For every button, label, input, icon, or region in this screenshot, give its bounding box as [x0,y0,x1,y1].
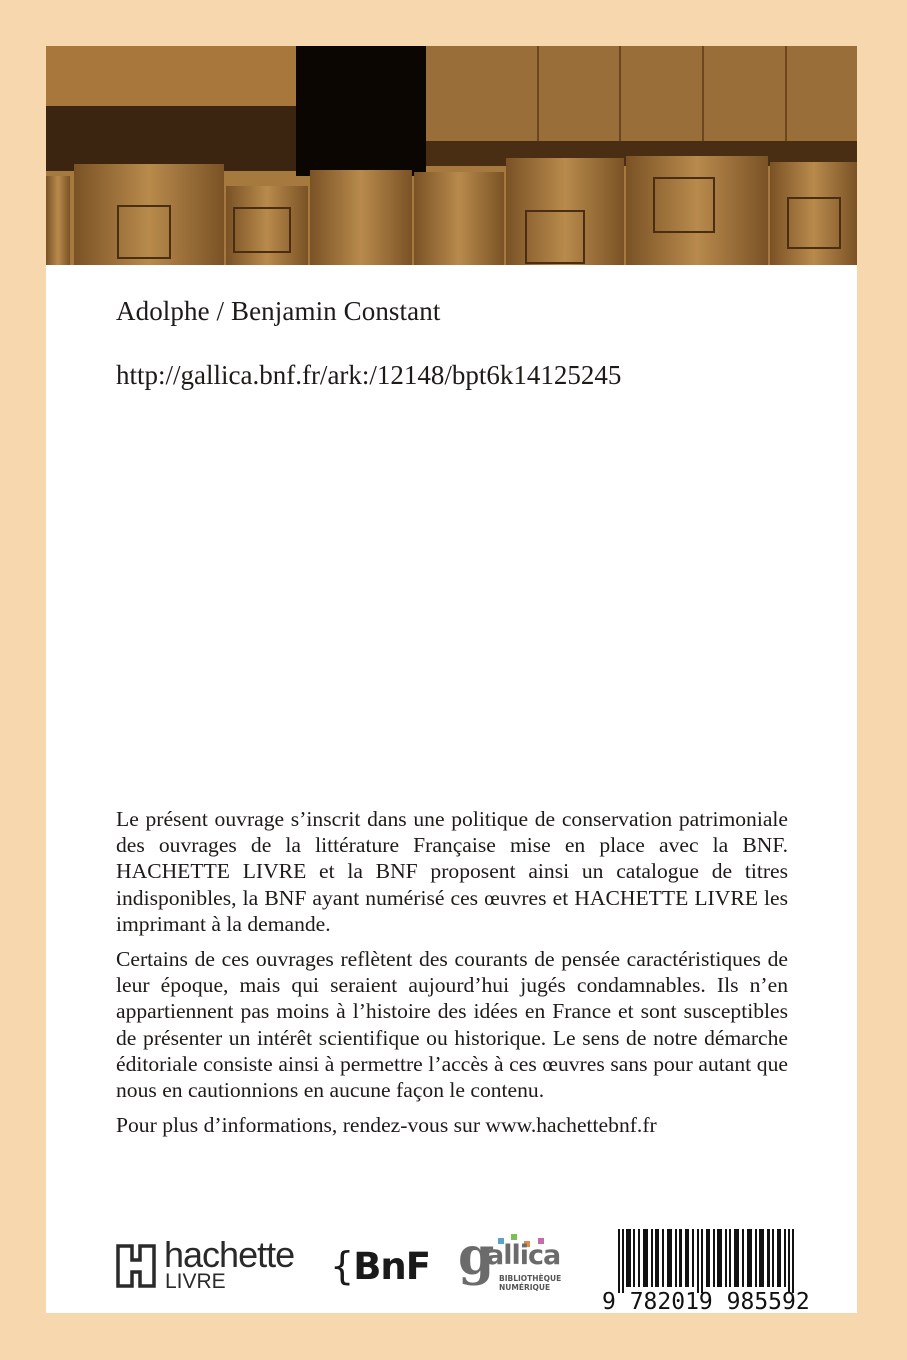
bnf-logo [330,1244,430,1288]
book-spines-photo-banner [46,46,857,265]
gallica-subtitle-line2: NUMÉRIQUE [499,1283,551,1292]
book-spines-illustration [46,46,857,265]
book-title-author: Adolphe / Benjamin Constant [116,296,441,326]
hachette-livre-logo [116,1234,306,1298]
gallica-wordmark: allica [486,1240,561,1271]
logos-row [46,1226,857,1316]
publisher-notice [116,806,788,1147]
notice-paragraph-more-info: Pour plus d’informations, rendez-vous sur www.hachettebnf.fr [116,1113,657,1138]
gallica-subtitle-line1: BIBLIOTHÈQUE [499,1274,562,1283]
hachette-livre-label: LIVRE [165,1270,226,1293]
notice-paragraph-conservation: Le présent ouvrage s’inscrit dans une politique de conservation patrimoniale des ouvrages de la littérature Française mise en place avec la BNF. HACHETTE LIVRE et la BNF proposent ainsi un catalogue de titres indisponibles, la BNF ayant numérisé ces œuvres et HACHETTE LIVRE les imprimant à la demande. [116,807,788,936]
hachette-wordmark: hachette [164,1234,295,1275]
gallica-url: http://gallica.bnf.fr/ark:/12148/bpt6k14125245 [116,360,622,390]
hachette-h-icon [116,1244,156,1288]
back-cover-panel [46,46,857,1313]
gallica-g-glyph: g [458,1226,495,1287]
bnf-wordmark: BnF [353,1245,431,1288]
notice-paragraph-disclaimer: Certains de ces ouvrages reflètent des courants de pensée caractéristiques de leur époque, mais qui seraient aujourd’hui jugés condamnables. Ils n’en appartiennent pas moins à l’histoire des idées en France et sont susceptibles de présenter un intérêt scientifique ou historique. Le sens de notre démarche éditoriale consiste ainsi à permettre l’accès à ces œuvres sans pour autant que nous en cautionnions en aucune façon le contenu. [116,947,788,1103]
isbn-digits: 9 782019 985592 [602,1289,810,1315]
gallica-subtitle [499,1274,561,1292]
gallica-logo [458,1226,568,1304]
isbn-barcode [602,1229,812,1319]
bnf-brace-icon: { [330,1244,354,1288]
barcode-bars-icon [602,1229,812,1293]
